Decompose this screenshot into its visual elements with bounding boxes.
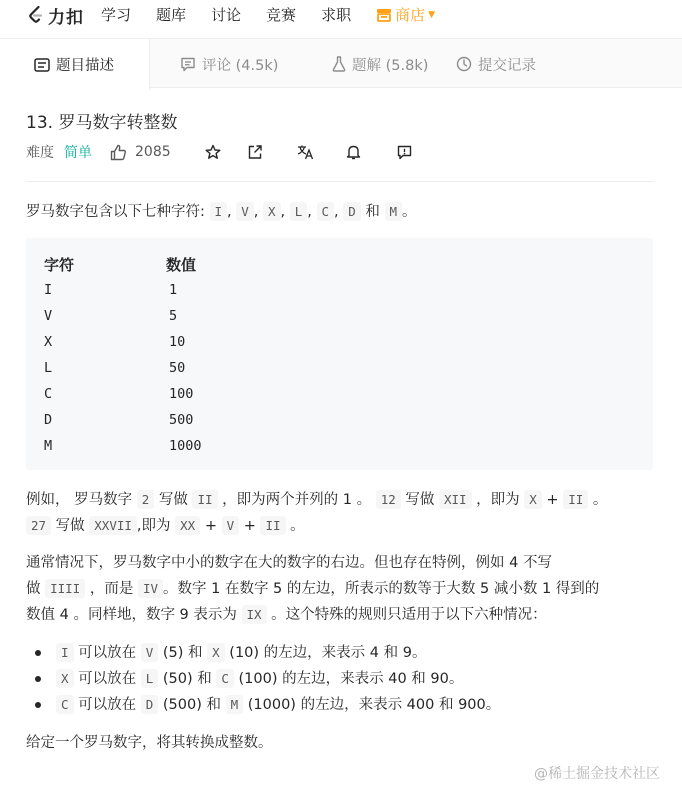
tab-comments[interactable] [150, 39, 302, 89]
tab-solutions[interactable] [302, 39, 454, 89]
translate-button[interactable] [297, 144, 314, 160]
table-cell-value: 100 [169, 386, 194, 402]
text: 。这个特殊的规则只适用于以下六种情况： [271, 607, 547, 623]
inline-code: II [563, 490, 588, 509]
inline-code: X [207, 643, 225, 662]
text: 做 [26, 581, 41, 597]
text: 写做 [55, 518, 85, 534]
logo[interactable] [26, 0, 84, 30]
text: 例如， 罗马数字 [26, 492, 133, 508]
rules-list [56, 640, 500, 718]
description-icon [34, 58, 50, 72]
inline-code: IX [242, 605, 267, 624]
star-icon [205, 144, 221, 160]
clock-icon [456, 56, 472, 72]
table-header-value: 数值 [166, 256, 197, 274]
table-header-symbol: 字符 [44, 256, 75, 274]
intro-paragraph: 罗马数字包含以下七种字符: I , V , X , L , C , D 和 M 。 [26, 204, 417, 220]
table-cell-symbol: I [44, 282, 53, 298]
table-cell-symbol: L [44, 360, 53, 376]
and-text: 和 [365, 204, 380, 220]
inline-code: XII [439, 490, 472, 509]
text: ,即为 [136, 518, 171, 534]
symbol-code: L [290, 202, 308, 221]
store-label: 商店 [395, 6, 426, 24]
inline-code: V [222, 516, 240, 535]
list-item [56, 666, 500, 692]
example-paragraph-line-1 [26, 487, 607, 513]
thumbs-up-icon [110, 144, 127, 161]
store-icon [376, 8, 392, 22]
symbol-code: V [236, 202, 254, 221]
plus-text: + [546, 492, 559, 508]
nav-learn[interactable]: 学习 [101, 6, 132, 24]
inline-code: M [226, 695, 244, 714]
flask-icon [332, 56, 346, 72]
difficulty-label: 难度 [26, 145, 54, 161]
symbol-code: X [263, 202, 281, 221]
text: 可以放在 [78, 645, 137, 661]
text: ，即为 [476, 492, 520, 508]
notify-button[interactable] [346, 144, 361, 160]
text: ，而是 [89, 581, 134, 597]
inline-code: D [141, 695, 159, 714]
inline-code: IIII [45, 579, 85, 598]
inline-code: C [56, 695, 74, 714]
plus-text: + [204, 518, 217, 534]
inline-code: II [260, 516, 285, 535]
final-instruction: 给定一个罗马数字，将其转换成整数。 [26, 735, 273, 751]
table-cell-value: 5 [169, 308, 178, 324]
difficulty-badge: 简单 [64, 145, 92, 161]
table-cell-value: 50 [169, 360, 186, 376]
tab-description[interactable] [0, 39, 150, 90]
inline-code: XX [175, 516, 200, 535]
inline-code: X [56, 669, 74, 688]
leetcode-logo-icon [26, 5, 46, 25]
inline-code: XXVII [89, 516, 137, 535]
table-cell-symbol: M [44, 438, 53, 454]
text: (500) 和 [162, 697, 221, 713]
period-text: 。 [402, 204, 417, 220]
table-cell-symbol: C [44, 386, 53, 402]
list-item [56, 640, 500, 666]
text: 数值 4 。同样地，数字 9 表示为 [26, 607, 237, 623]
text: 。数字 1 在数字 5 的左边，所表示的数等于大数 5 减小数 1 得到的 [163, 581, 600, 597]
inline-code: II [192, 490, 217, 509]
symbol-code: C [317, 202, 335, 221]
like-count: 2085 [135, 144, 171, 160]
symbol-value-table [26, 238, 653, 470]
top-nav [0, 0, 682, 30]
text: 可以放在 [78, 671, 137, 687]
feedback-button[interactable] [397, 145, 412, 160]
share-button[interactable] [247, 144, 263, 160]
special-case-line-2 [26, 576, 599, 602]
symbol-code: D [343, 202, 361, 221]
inline-code: 27 [26, 516, 51, 535]
chevron-down-icon: ▼ [428, 10, 436, 20]
tab-solutions-label: 题解 (5.8k) [352, 57, 429, 74]
table-cell-symbol: D [44, 412, 53, 428]
bell-icon [346, 144, 361, 160]
table-cell-value: 1000 [169, 438, 202, 454]
text: (5) 和 [162, 645, 203, 661]
problem-meta [26, 142, 412, 162]
inline-code: L [141, 669, 159, 688]
text: ，即为两个并列的 1 。 [222, 492, 372, 508]
text: 可以放在 [78, 697, 137, 713]
comment-icon [180, 57, 196, 72]
example-paragraph-line-2 [26, 513, 305, 539]
favorite-button[interactable] [205, 144, 221, 160]
problem-title: 13. 罗马数字转整数 [26, 113, 178, 133]
divider [26, 181, 654, 182]
text: 。 [592, 492, 608, 508]
table-cell-value: 10 [169, 334, 186, 350]
inline-code: 12 [376, 490, 401, 509]
translate-icon [297, 144, 314, 160]
inline-code: C [216, 669, 234, 688]
plus-text: + [243, 518, 256, 534]
text: 写做 [405, 492, 435, 508]
inline-code: I [56, 643, 74, 662]
logo-text: 力扣 [48, 7, 84, 28]
table-cell-value: 500 [169, 412, 194, 428]
inline-code: 2 [137, 490, 155, 509]
text: (100) 的左边，来表示 40 和 90。 [238, 671, 464, 687]
like-button[interactable] [110, 144, 171, 161]
feedback-icon [397, 145, 412, 160]
text: 写做 [158, 492, 188, 508]
table-cell-symbol: X [44, 334, 53, 350]
share-icon [247, 144, 263, 160]
tab-description-label: 题目描述 [56, 58, 114, 74]
special-case-line-3 [26, 602, 547, 628]
inline-code: IV [138, 579, 163, 598]
nav-problemset[interactable]: 题库 [156, 6, 187, 24]
table-cell-symbol: V [44, 308, 53, 324]
text: (50) 和 [162, 671, 212, 687]
problem-tabs [0, 38, 682, 88]
text: (10) 的左边，来表示 4 和 9。 [229, 645, 427, 661]
inline-code: V [141, 643, 159, 662]
tab-comments-label: 评论 (4.5k) [202, 57, 279, 74]
table-cell-value: 1 [169, 282, 178, 298]
inline-code: X [524, 490, 542, 509]
nav-jobs[interactable]: 求职 [321, 6, 352, 24]
text: (1000) 的左边，来表示 400 和 900。 [247, 697, 501, 713]
symbol-code: M [385, 202, 403, 221]
symbol-code: I [210, 202, 228, 221]
nav-discuss[interactable]: 讨论 [211, 6, 242, 24]
tab-submissions-label: 提交记录 [478, 57, 536, 74]
tab-submissions[interactable] [454, 39, 594, 89]
nav-store[interactable] [376, 0, 435, 30]
watermark: @稀土掘金技术社区 [534, 766, 660, 782]
text: 。 [290, 518, 305, 534]
intro-text: 罗马数字包含以下七种字符: [26, 204, 205, 220]
list-item [56, 692, 500, 718]
nav-contest[interactable]: 竞赛 [266, 6, 297, 24]
special-case-line-1: 通常情况下，罗马数字中小的数字在大的数字的右边。但也存在特例，例如 4 不写 [26, 555, 552, 571]
